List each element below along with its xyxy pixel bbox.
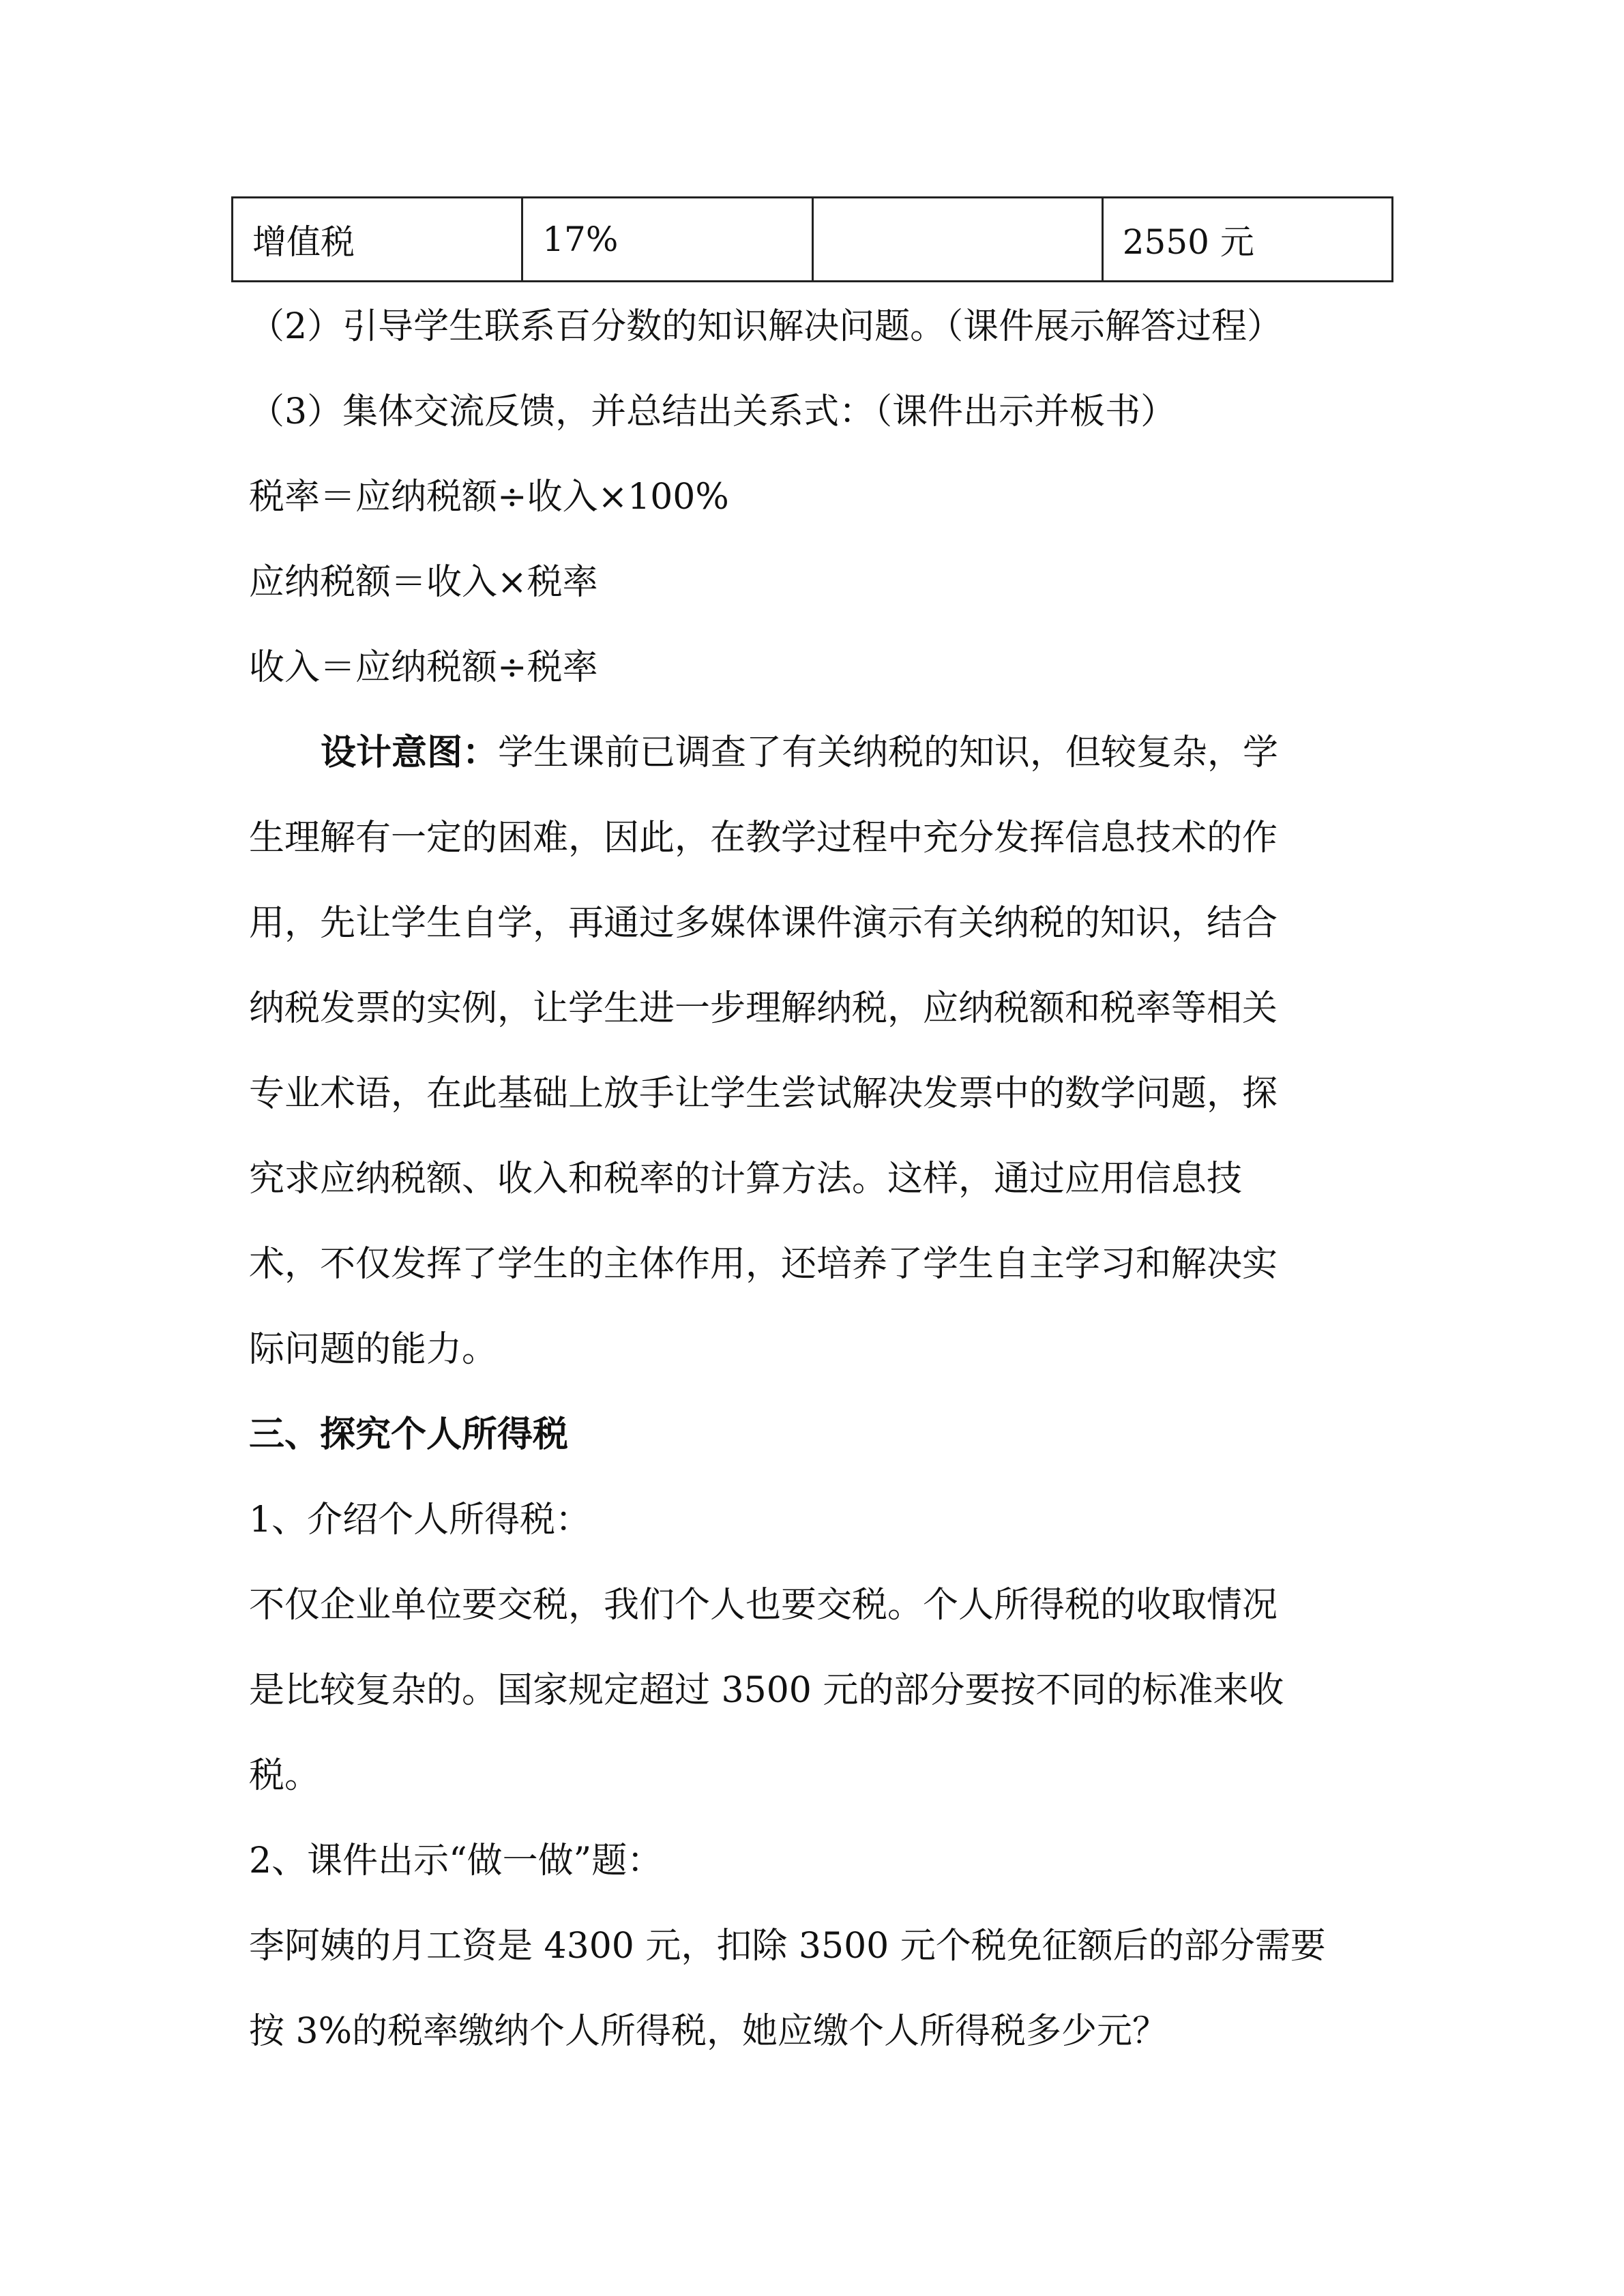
problem-text: 李阿姨的月工资是 4300 元，扣除 3500 元个税免征额后的部分需要 [249,1926,1326,1967]
intro-text: 是比较复杂的。国家规定超过 3500 元的部分要按不同的标准来收 [249,1670,1284,1711]
section-heading: 三、探究个人所得税 [249,1414,569,1455]
table-cell-empty [812,198,1102,282]
intro-text: 税。 [249,1755,321,1796]
intro-text: 不仅企业单位要交税，我们个人也要交税。个人所得税的收取情况 [249,1585,1278,1626]
design-intent-text: 学生课前已调查了有关纳税的知识，但较复杂，学 [498,732,1279,773]
table-cell-tax-rate: 17% [522,198,812,282]
table-cell-tax-amount: 2550 元 [1102,198,1392,282]
list-item-2: 2、课件出示“做一做”题： [249,1840,663,1881]
design-intent-text: 究求应纳税额、收入和税率的计算方法。这样，通过应用信息技 [249,1159,1243,1199]
paragraph-step-2: （2）引导学生联系百分数的知识解决问题。（课件展示解答过程） [249,306,1283,347]
design-intent-text: 际问题的能力。 [249,1329,498,1370]
table-row [233,198,1393,282]
design-intent-text: 术，不仅发挥了学生的主体作用，还培养了学生自主学习和解决实 [249,1244,1278,1285]
formula-tax-rate: 税率＝应纳税额÷收入×100% [249,477,729,518]
design-intent-text: 生理解有一定的困难，因此，在教学过程中充分发挥信息技术的作 [249,818,1278,859]
paragraph-step-3: （3）集体交流反馈，并总结出关系式：（课件出示并板书） [249,391,1177,432]
design-intent-text: 纳税发票的实例，让学生进一步理解纳税，应纳税额和税率等相关 [249,988,1278,1029]
table-cell-tax-name: 增值税 [233,198,522,282]
list-item-1: 1、介绍个人所得税： [249,1500,591,1540]
formula-income: 收入＝应纳税额÷税率 [249,647,598,688]
design-intent-text: 专业术语，在此基础上放手让学生尝试解决发票中的数学问题，探 [249,1073,1278,1114]
design-intent-text: 用，先让学生自学，再通过多媒体课件演示有关纳税的知识，结合 [249,903,1278,944]
formula-tax-payable: 应纳税额＝收入×税率 [249,562,598,603]
design-intent-label: 设计意图： [321,732,499,773]
problem-text: 按 3%的税率缴纳个人所得税，她应缴个人所得税多少元？ [249,2011,1168,2052]
design-intent-line [321,731,1278,775]
tax-table [231,196,1393,282]
